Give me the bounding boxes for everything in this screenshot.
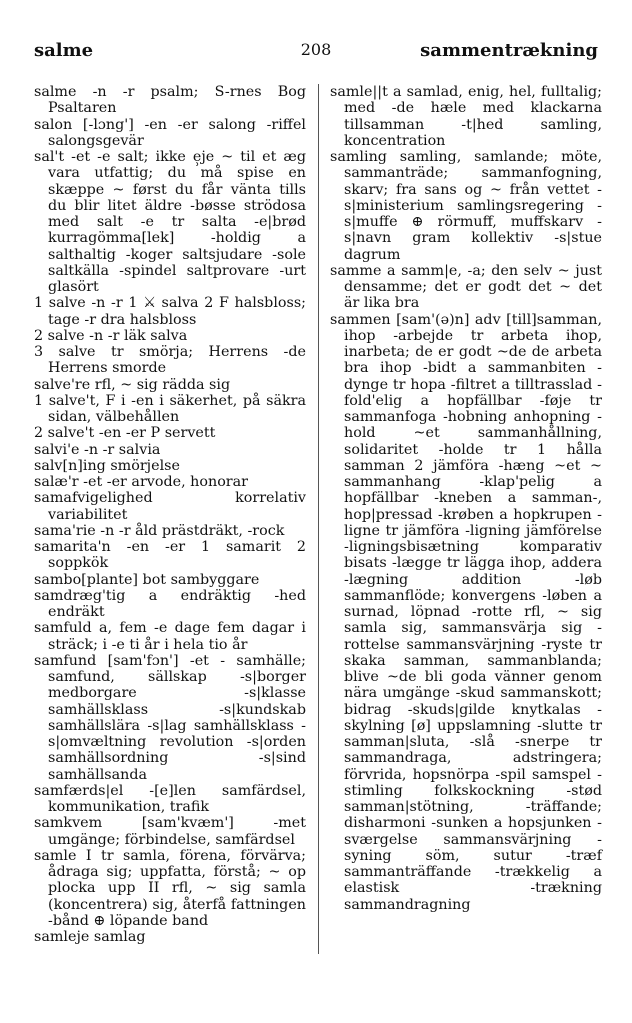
- entry-samling: samling samling, samlande; möte, sammanträde; sammanfogning, skarv; fra sans og ~ från vettet -s|ministerium samlingsregering -s|muffe ⊕ rörmuff, muffskarv -s|navn gram kollektiv -s|stue dagrum: [330, 149, 602, 263]
- entry-samfund: samfund [sam'fɔn'] -et - samhälle; samfund, sällskap -s|borger medborgare -s|klasse samhällsklass -s|kundskab samhällslära -s|lag samhällsklass -s|omvæltning revolution -s|orden samhällsordning -s|sind samhällsanda: [34, 652, 306, 783]
- entry-sambo: sambo[plante] bot sambyggare: [34, 571, 260, 588]
- entry-samle: samle I tr samla, förena, förvärva; ådraga sig; uppfatta, förstå; ~ op plocka upp II rfl, ~ sig samla (koncentrera) sig, återfå fattningen -bånd ⊕ löpande band: [34, 847, 306, 929]
- entry-salvning: salv[n]ing smörjelse: [34, 457, 180, 474]
- entry-samarie: sama'rie -n -r åld prästdräkt, -rock: [34, 522, 285, 539]
- entry-samafvigelighed: samafvigelighed korrelativ variabilitet: [34, 490, 306, 523]
- entry-samaritan: samarita'n -en -er 1 samarit 2 soppkök: [34, 539, 306, 572]
- entry-salaer: salæ'r -et -er arvode, honorar: [34, 474, 248, 490]
- entry-samfaerdsel: samfærds|el -[e]len samfärdsel, kommunikation, trafik: [34, 782, 306, 815]
- column-divider: [318, 84, 319, 954]
- entry-salt: sal't -et -e salt; ikke e̹je ~ til et æg vara utfattig; du må spise en skæppe ~ først du får vänta tills du blir litet äldre -bøsse strödosa med salt -e tr salta -e|brød kurragömma[lek] -holdig a salthaltig -koger saltsjudare -sole saltkälla -spindel saltprovare -urt glasört: [34, 149, 306, 295]
- left-guide-word: salme: [34, 40, 94, 61]
- entry-samdraegtig: samdræg'tig a endräktig -hed endräkt: [34, 587, 306, 620]
- entry-samkvem: samkvem [sam'kvæm'] -met umgänge; förbindelse, samfärdsel: [34, 815, 306, 848]
- entry-salve-1: 1 salve -n -r 1 ⚔ salva 2 F halsbloss; tage -r dra halsbloss: [34, 295, 306, 328]
- entry-salve-2: 2 salve -n -r läk salva: [34, 327, 188, 344]
- entry-salon: salon [-lɔng'] -en -er salong -riffel salongsgevär: [34, 116, 306, 149]
- right-guide-word: sammentrækning: [420, 40, 598, 61]
- entry-salve-3: 3 salve tr smörja; Herrens -de Herrens smorde: [34, 344, 306, 377]
- entry-sammen: sammen [sam'(ə)n] adv [till]samman, ihop -arbejde tr arbeta ihop, inarbeta; de er godt ~de de arbeta bra ihop -bidt a sammanbiten -dynge tr hopa -filtret a tilltrasslad -fold'elig a hopfällbar -føje tr sammanfoga -hobning anhopning -hold ~et sammanhållning, solidaritet -holde tr 1 hålla samman 2 jämföra -hæng ~et ~ sammanhang -klap'pelig a hopfällbar -kneben a samman-, hop|pressad -krøben a hopkrupen -ligne tr jämföra -ligning jämförelse -ligningsbisætning komparativ bisats -lægge tr lägga ihop, addera -lægning addition -løb sammanflöde; konvergens -løben a surnad, löpnad -rotte rfl, ~ sig samla sig, sammansvärja sig -rottelse sammansvärjning -ryste tr skaka samman, sammanblanda; blive ~de bli goda vänner genom nära umgänge -skud sammanskott; bidrag -skuds|gilde knytkalas -skylning [ø] uppslamning -slutte tr samman|sluta, -slå -snerpe tr sammandraga, adstringera; förvrida, hopsnörpa -spil samspel -stimling folkskockning -stød samman|stötning, -träffande; disharmoni -sunken a hopsjunken -sværgelse sammansvärjning -syning söm, sutur -træf sammanträffande -trækkelig a elastisk -trækning sammandragning: [330, 311, 602, 913]
- left-column: [34, 84, 306, 945]
- entry-salvet-1: 1 salve't, F i -en i säkerhet, på säkra sidan, välbehållen: [34, 392, 306, 425]
- entry-salvet-2: 2 salve't -en -er P servett: [34, 425, 216, 442]
- right-column: [330, 84, 602, 913]
- entry-salvere: salve're rfl, ~ sig rädda sig: [34, 376, 231, 393]
- entry-samfuld: samfuld a, fem -e dage fem dagar i sträck; i -e ti år i hela tio år: [34, 620, 306, 653]
- page-number: 208: [300, 40, 332, 59]
- entry-samlet: samle||t a samlad, enig, hel, fulltalig; med -de hæle med klackarna tillsamman -t|hed samling, koncentration: [330, 84, 602, 149]
- entry-salme: salme -n -r psalm; S-rnes Bog Psaltaren: [34, 84, 306, 117]
- page-header: [34, 40, 598, 62]
- entry-samme: samme a samm|e, -a; den selv ~ just densamme; det er godt det ~ det är lika bra: [330, 262, 602, 312]
- entry-samleje: samleje samlag: [34, 929, 146, 945]
- entry-salvie: salvi'e -n -r salvia: [34, 441, 161, 458]
